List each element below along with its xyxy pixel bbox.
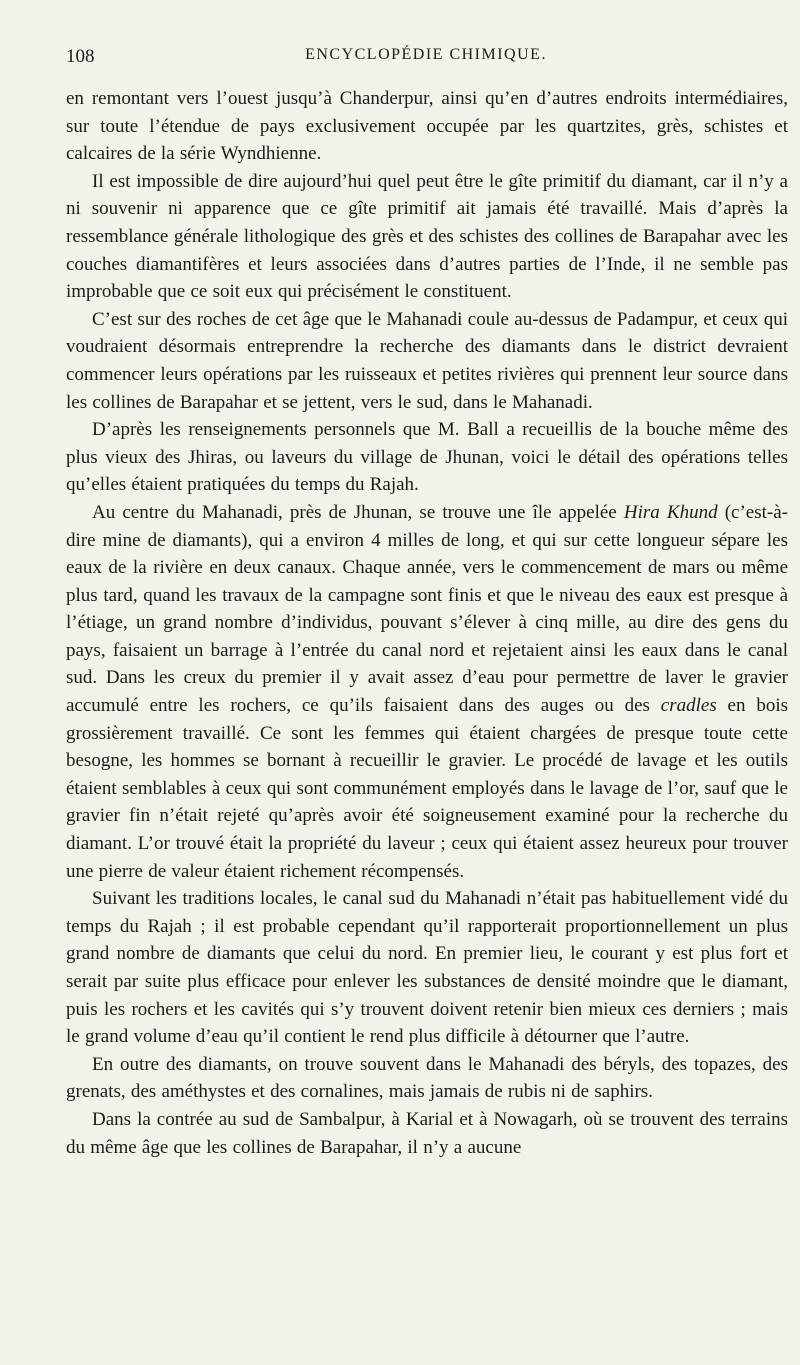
running-title: ENCYCLOPÉDIE CHIMIQUE. xyxy=(305,46,547,63)
paragraph-mahanadi-rocks xyxy=(66,306,788,416)
paragraph-text: Suivant les traditions locales, le canal sud du Mahanadi n’était pas habituellement vidé du temps du Rajah ; il est probable cependant qu’il rapporterait proportionnellement un plus grand nombre de diamants que celui du nord. En premier lieu, le courant y est plus fort et serait par suite plus efficace pour enlever les substances de densité moindre que le diamant, puis les rochers et les cavités qui s’y trouvent doivent retenir bien mieux ces derniers ; mais le grand volume d’eau qu’il contient le rend plus difficile à détourner que l’autre. xyxy=(66,888,788,1048)
paragraph-text: D’après les renseignements personnels que M. Ball a recueillis de la bouche même des plus vieux des Jhiras, ou laveurs du village de Jhunan, voici le détail des opérations telles qu’elles étaient pratiquées du temps du Rajah. xyxy=(66,419,788,496)
paragraph-text: Il est impossible de dire aujourd’hui quel peut être le gîte primitif du diamant, car il n’y a ni souvenir ni apparence que ce gîte primitif ait jamais été travaillé. Mais d’après la ressemblance générale lithologique des grès et des schistes des collines de Barapahar avec les couches diamantifères et leurs associées dans d’autres parties de l’Inde, il ne semble pas improbable que ce soit eux qui précisément le constituent. xyxy=(66,170,788,303)
paragraph-continuation xyxy=(66,85,788,168)
body-text xyxy=(66,85,788,1161)
paragraph-text: Dans la contrée au sud de Sambalpur, à Karial et à Nowagarh, où se trouvent des terrains du même âge que les collines de Barapahar, il n’y a aucune xyxy=(66,1108,788,1158)
italic-term-cradles: cradles xyxy=(660,695,717,717)
paragraph-other-gems xyxy=(66,1051,788,1106)
paragraph-text: (c’est-à-dire mine de diamants), qui a environ 4 milles de long, et qui sur cette longueur sépare les eaux de la rivière en deux canaux. Chaque année, vers le commencement de mars ou même plus tard, quand les travaux de la campagne sont finis et que le niveau des eaux est presque à l’étiage, un grand nombre d’individus, pouvant s’élever à cinq mille, au dire des gens du pays, faisaient un barrage à l’entrée du canal nord et rejetaient ainsi les eaux dans le canal sud. Dans les creux du premier il y avait assez d’eau pour permettre de laver le gravier accumulé entre les rochers, ce qu’ils faisaient dans des auges ou des xyxy=(66,501,788,717)
paragraph-text: en bois grossièrement travaillé. Ce sont les femmes qui étaient chargées de presque toute cette besogne, les hommes se bornant à recueillir le gravier. Le procédé de lavage et les outils étaient semblables à ceux qui sont communément employés dans le lavage de l’or, sauf que le gravier fin n’était rejeté qu’après avoir été soigneusement examiné pour la recherche du diamant. L’or trouvé était la propriété du laveur ; ceux qui étaient assez heureux pour trouver une pierre de valeur étaient richement récompensés. xyxy=(66,695,788,882)
paragraph-local-traditions xyxy=(66,885,788,1051)
paragraph-sambalpur xyxy=(66,1106,788,1161)
paragraph-ball-information xyxy=(66,416,788,499)
page-number: 108 xyxy=(66,46,95,67)
paragraph-text: Au centre du Mahanadi, près de Jhunan, se trouve une île appelée xyxy=(92,501,624,523)
paragraph-primitive-deposit xyxy=(66,168,788,306)
paragraph-text: en remontant vers l’ouest jusqu’à Chanderpur, ainsi qu’en d’autres endroits intermédiaires, sur toute l’étendue de pays exclusivement occupée par les quartzites, grès, schistes et calcaires de la série Wyndhienne. xyxy=(66,88,788,165)
paragraph-hira-khund xyxy=(66,499,788,885)
paragraph-text: En outre des diamants, on trouve souvent dans le Mahanadi des béryls, des topazes, des grenats, des améthystes et des cornalines, mais jamais de rubis ni de saphirs. xyxy=(66,1053,788,1103)
paragraph-text: C’est sur des roches de cet âge que le Mahanadi coule au-dessus de Padampur, et ceux qui voudraient désormais entreprendre la recherche des diamants dans le district devraient commencer leurs opérations par les ruisseaux et petites rivières qui prennent leur source dans les collines de Barapahar et se jettent, vers le sud, dans le Mahanadi. xyxy=(66,308,788,413)
running-head xyxy=(66,46,786,72)
italic-term-hira-khund: Hira Khund xyxy=(623,501,718,523)
